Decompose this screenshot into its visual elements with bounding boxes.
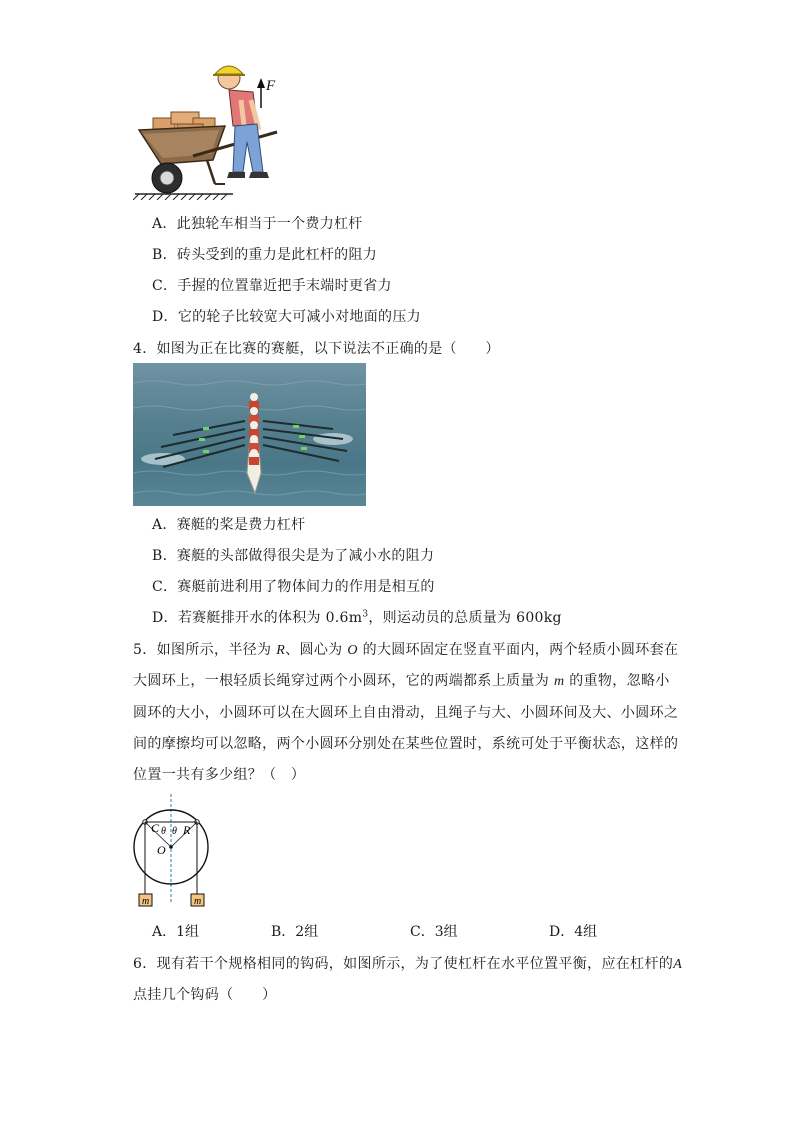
q5-var-o: O — [347, 643, 358, 658]
q5-var-m: m — [553, 674, 565, 689]
q5-text: 间的摩擦均可以忽略，两个小圆环分别处在某些位置时，系统可处于平衡状态，这样的 — [133, 736, 679, 752]
q4-option-d — [152, 607, 562, 627]
q5-option-a: A．1组 — [152, 924, 200, 940]
label-r: R — [183, 823, 191, 837]
q3-option-c: C．手握的位置靠近把手末端时更省力 — [152, 278, 392, 294]
q4-option-d-prefix: D．若赛艇排开水的体积为 0.6m — [152, 610, 363, 626]
q5-text: 的重物，忽略小 — [564, 673, 670, 689]
rowing-photo — [133, 363, 366, 506]
q4-option-d-sup: 3 — [362, 609, 369, 620]
label-theta-2: θ — [172, 826, 177, 837]
wheelbarrow-figure — [133, 60, 283, 200]
q5-line-3 — [133, 702, 678, 722]
q5-text: 的大圆环固定在竖直平面内，两个轻质小圆环套在 — [357, 642, 679, 658]
q4-option-c: C．赛艇前进利用了物体间力的作用是相互的 — [152, 579, 435, 595]
q5-text: 位置一共有多少组？（ ） — [133, 767, 306, 783]
q5-line-2 — [133, 670, 670, 690]
label-c: C — [151, 821, 160, 835]
q6-point-a: A — [673, 957, 683, 972]
q5-line-4 — [133, 733, 678, 753]
force-label: F — [266, 78, 276, 94]
q4-stem: 4．如图为正在比赛的赛艇，以下说法不正确的是（ ） — [133, 341, 500, 357]
q6-line-1 — [133, 953, 682, 973]
q5-text: 5．如图所示，半径为 — [133, 642, 277, 658]
q5-option-c: C．3组 — [410, 924, 458, 940]
q5-var-r: R — [276, 643, 286, 658]
label-o: O — [157, 843, 166, 857]
q5-text: 圆环的大小，小圆环可以在大圆环上自由滑动，且绳子与大、小圆环间及大、小圆环之 — [133, 705, 679, 721]
ring-diagram — [130, 792, 215, 910]
q5-option-b: B．2组 — [271, 924, 319, 940]
q3-option-d: D．它的轮子比较宽大可减小对地面的压力 — [152, 309, 421, 325]
q6-line-2: 点挂几个钩码（ ） — [133, 987, 277, 1003]
q5-line-5 — [133, 764, 305, 784]
q3-option-a: A．此独轮车相当于一个费力杠杆 — [152, 216, 363, 232]
label-theta-1: θ — [161, 826, 166, 837]
q6-text: 6．现有若干个规格相同的钩码，如图所示，为了使杠杆在水平位置平衡，应在杠杆的 — [133, 956, 674, 972]
label-m-left: m — [142, 896, 150, 907]
q4-option-b: B．赛艇的头部做得很尖是为了减小水的阻力 — [152, 548, 435, 564]
q5-line-1 — [133, 639, 678, 659]
q3-option-b: B．砖头受到的重力是此杠杆的阻力 — [152, 247, 378, 263]
q4-option-a: A．赛艇的桨是费力杠杆 — [152, 517, 306, 533]
q5-text: 、圆心为 — [285, 642, 348, 658]
q5-text: 大圆环上，一根轻质长绳穿过两个小圆环，它的两端都系上质量为 — [133, 673, 554, 689]
label-m-right: m — [194, 896, 202, 907]
q5-option-d: D．4组 — [549, 924, 598, 940]
q4-option-d-suffix: ，则运动员的总质量为 600kg — [368, 610, 562, 626]
